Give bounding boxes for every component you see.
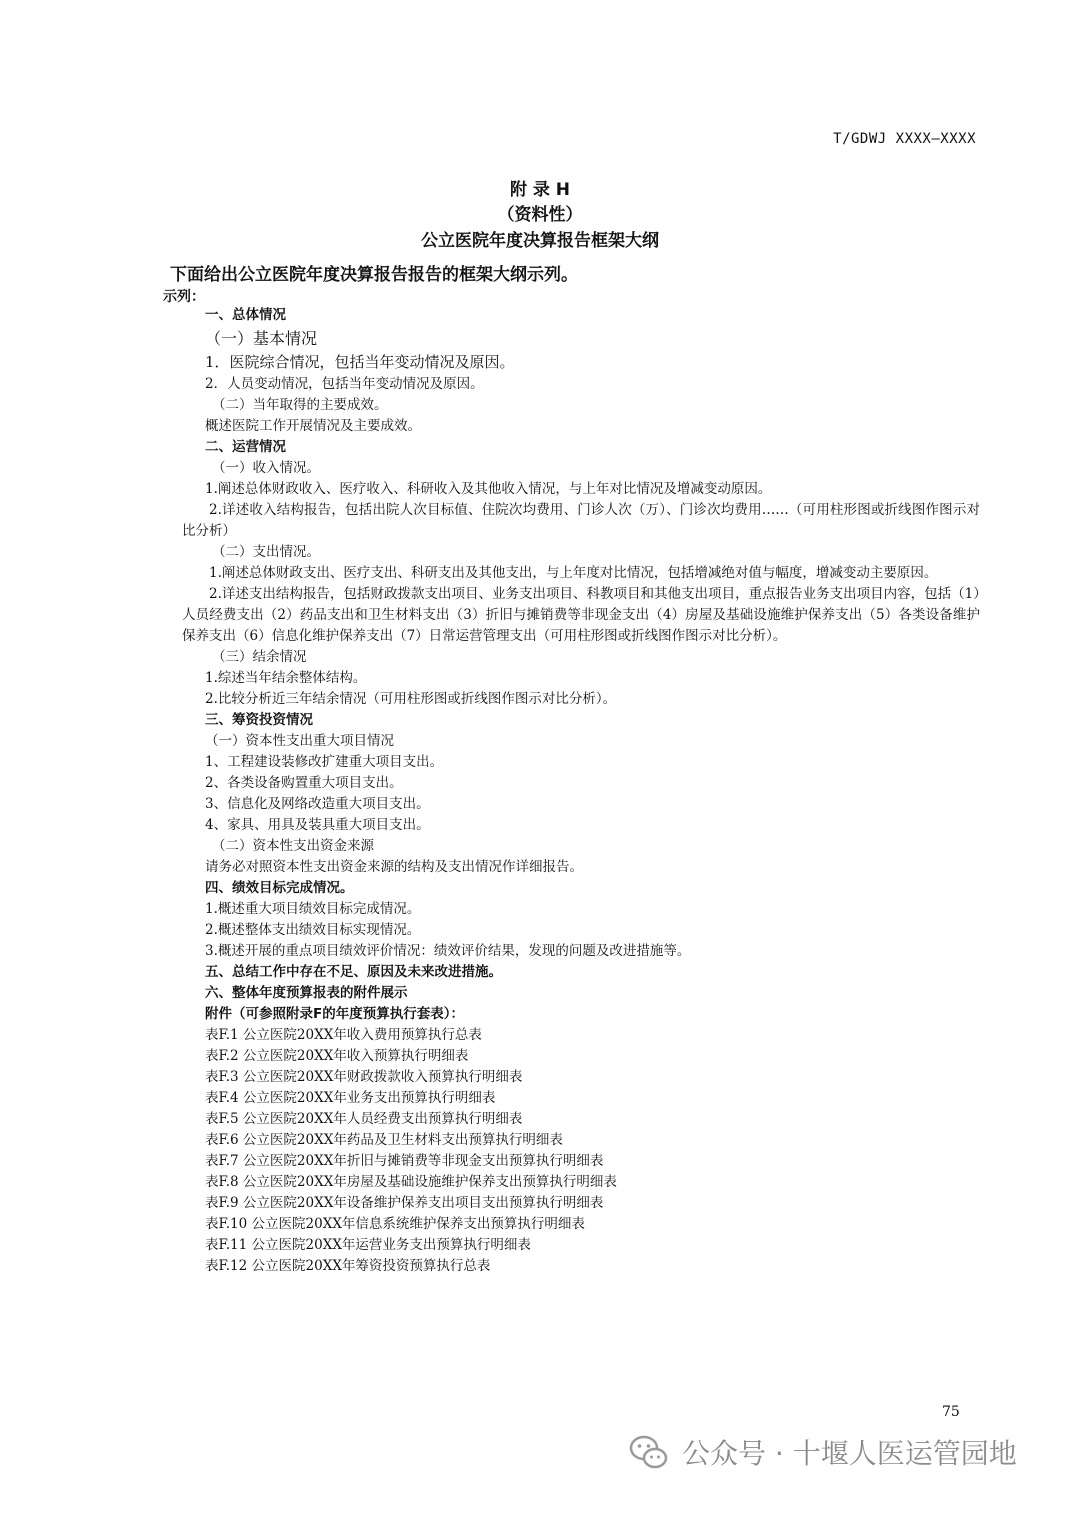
outline-line: 表F.6 公立医院20XX年药品及卫生材料支出预算执行明细表 [205, 1132, 563, 1148]
outline-line: 二、运营情况 [205, 439, 286, 455]
outline-line: （二）支出情况。 [212, 544, 320, 560]
outline-line: 2.概述整体支出绩效目标实现情况。 [205, 922, 421, 938]
outline-line: 1.阐述总体财政收入、医疗收入、科研收入及其他收入情况，与上年对比情况及增减变动原因。 [205, 481, 772, 497]
outline-line: 概述医院工作开展情况及主要成效。 [205, 418, 421, 434]
outline-line: 请务必对照资本性支出资金来源的结构及支出情况作详细报告。 [205, 859, 583, 875]
page-number: 75 [942, 1404, 960, 1420]
outline-line: 1.综述当年结余整体结构。 [205, 670, 367, 686]
outline-line: 附件（可参照附录F的年度预算执行套表）： [205, 1006, 464, 1022]
outline-line: 1、工程建设装修改扩建重大项目支出。 [205, 754, 444, 770]
outline-line: 2、各类设备购置重大项目支出。 [205, 775, 403, 791]
outline-line: 1.阐述总体财政支出、医疗支出、科研支出及其他支出，与上年度对比情况，包括增减绝对值与幅度，增减变动主要原因。 [209, 565, 938, 581]
outline-line: 三、筹资投资情况 [205, 712, 313, 728]
outline-line: 3、信息化及网络改造重大项目支出。 [205, 796, 430, 812]
outline-line: 2.详述收入结构报告，包括出院人次目标值、住院次均费用、门诊人次（万）、门诊次均费用……（可用柱形图或折线图作图示对比分析） [182, 502, 980, 539]
watermark [628, 1424, 1017, 1480]
outline-line: 表F.11 公立医院20XX年运营业务支出预算执行明细表 [205, 1237, 531, 1253]
outline-line: 表F.12 公立医院20XX年筹资投资预算执行总表 [205, 1258, 491, 1274]
outline-line: 2.详述支出结构报告，包括财政拨款支出项目、业务支出项目、科教项目和其他支出项目，重点报告业务支出项目内容，包括（1）人员经费支出（2）药品支出和卫生材料支出（3）折旧与摊销费等非现金支出（4）房屋及基础设施维护保养支出（5）各类设备维护保养支出（6）信息化维护保养支出（7）日常运营管理支出（可用柱形图或折线图作图示对比分析）。 [182, 586, 980, 644]
outline-line: 3.概述开展的重点项目绩效评价情况：绩效评价结果，发现的问题及改进措施等。 [205, 943, 691, 959]
outline-line: 表F.3 公立医院20XX年财政拨款收入预算执行明细表 [205, 1069, 523, 1085]
outline-line: （三）结余情况 [212, 649, 307, 665]
watermark-text: 公众号 · 十堰人医运管园地 [682, 1437, 1017, 1470]
outline-line: 表F.7 公立医院20XX年折旧与摊销费等非现金支出预算执行明细表 [205, 1153, 604, 1169]
outline-line: 2．人员变动情况，包括当年变动情况及原因。 [205, 376, 484, 392]
outline-line: 五、总结工作中存在不足、原因及未来改进措施。 [205, 964, 502, 980]
outline-line: 4、家具、用具及装具重大项目支出。 [205, 817, 430, 833]
outline-line: （二）资本性支出资金来源 [212, 838, 374, 854]
outline-line: （一）收入情况。 [212, 460, 320, 476]
appendix-title: 公立医院年度决算报告框架大纲 [421, 231, 659, 251]
outline-line: 表F.8 公立医院20XX年房屋及基础设施维护保养支出预算执行明细表 [205, 1174, 617, 1190]
outline-line: 2.比较分析近三年结余情况（可用柱形图或折线图作图示对比分析）。 [205, 691, 617, 707]
appendix-nature: （资料性） [497, 205, 583, 225]
outline-line: 一、总体情况 [205, 307, 286, 323]
standard-code: T/GDWJ XXXX—XXXX [833, 131, 976, 147]
outline-body [182, 305, 980, 1277]
outline-line: 1．医院综合情况，包括当年变动情况及原因。 [205, 353, 515, 371]
outline-line: 1.概述重大项目绩效目标完成情况。 [205, 901, 421, 917]
outline-line: 表F.5 公立医院20XX年人员经费支出预算执行明细表 [205, 1111, 523, 1127]
wechat-icon [628, 1431, 670, 1473]
example-label: 示列： [163, 289, 205, 305]
appendix-heading: 附 录 H [509, 180, 571, 200]
outline-line: 表F.2 公立医院20XX年收入预算执行明细表 [205, 1048, 469, 1064]
outline-line: 六、整体年度预算报表的附件展示 [205, 985, 408, 1001]
outline-line: （一）资本性支出重大项目情况 [205, 733, 394, 749]
outline-line: （一）基本情况 [205, 329, 318, 348]
outline-line: 表F.4 公立医院20XX年业务支出预算执行明细表 [205, 1090, 496, 1106]
outline-line: 表F.9 公立医院20XX年设备维护保养支出项目支出预算执行明细表 [205, 1195, 604, 1211]
outline-line: 表F.1 公立医院20XX年收入费用预算执行总表 [205, 1027, 482, 1043]
outline-line: 四、绩效目标完成情况。 [205, 880, 354, 896]
outline-line: （二）当年取得的主要成效。 [212, 397, 388, 413]
outline-line: 表F.10 公立医院20XX年信息系统维护保养支出预算执行明细表 [205, 1216, 585, 1232]
intro-paragraph: 下面给出公立医院年度决算报告报告的框架大纲示列。 [170, 265, 578, 285]
